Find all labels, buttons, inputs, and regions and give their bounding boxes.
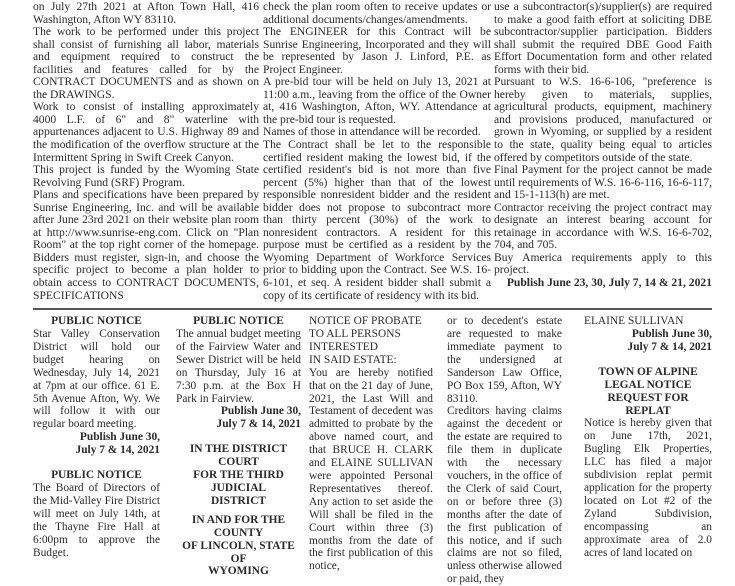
publish-dates: Publish June 23, 30, July 7, 14 & 21, 2021 xyxy=(506,276,712,290)
notice-conservation-district xyxy=(33,315,160,559)
paragraph: Work to consist of installing approximately 4000 L.F. of 6" and 8" waterline with appurtenances adjacent to U.S. Highway 89 and the modification of the overflow structure at the Intermittent Spring in Swift Creek Canyon. xyxy=(33,100,259,164)
paragraph: Buy America requirements apply to this project. xyxy=(494,250,712,277)
notice-heading: TOWN OF ALPINE xyxy=(598,365,698,378)
notice-town-of-alpine xyxy=(584,315,712,559)
notice-column-1 xyxy=(33,1,259,302)
notice-heading: LEGAL NOTICE xyxy=(604,378,692,391)
probate-heading: NOTICE OF PROBATE xyxy=(309,315,422,328)
court-heading: DISTRICT xyxy=(210,494,267,507)
paragraph: This project is funded by the Wyoming State Revolving Fund (SRF) Program. xyxy=(33,163,259,189)
notice-probate xyxy=(309,315,433,573)
paragraph: The work to be performed under this project shall consist of furnishing all labor, materials and equipment required to construct the facilities and features called for by the CONTRACT DOCUMENTS and as shown on the DRAWINGS. xyxy=(33,25,259,101)
paragraph: Names of those in attendance will be recorded. xyxy=(263,125,481,139)
divider xyxy=(33,308,712,310)
notice-heading: REQUEST FOR REPLAT xyxy=(607,391,689,417)
paragraph: on July 27th 2021 at Afton Town Hall, 416 Washington, Afton WY 83110. xyxy=(33,0,259,26)
publish-dates: Publish June 30, xyxy=(631,328,712,341)
paragraph: The Contract shall be let to the responsible certified resident making the lowest bid, if the certified resident's bid is not more than five percent (5%) higher than that of the lowest responsible nonresident bidder and the resident bidder does not propose to subcontract more than thirty percent (30%) of the work to nonresident contractors. A resident for this purpose must be certified as a resident by the Wyoming Department of Workforce Services prior to bidding upon the Contract. See W.S. 16-6-101, et seq. A resident bidder shall submit a copy of its certificate of residency with its bid. xyxy=(263,138,491,302)
publish-dates: Publish June 30, xyxy=(79,431,160,444)
publish-dates: Publish June 30, xyxy=(220,405,301,418)
paragraph: Pursuant to W.S. 16-6-106, "preference is hereby given to materials, supplies, agricultural products, equipment, machinery and provisions produced, manufactured or grown in Wyoming, or supplied by a resident to the state, quality being equal to articles offered by competitors outside of the state. xyxy=(494,75,712,164)
notice-heading: PUBLIC NOTICE xyxy=(193,315,284,328)
probate-heading: IN SAID ESTATE: xyxy=(309,353,397,366)
paragraph: Contractor receiving the project contract may designate an interest bearing account for retainage in accordance with W.S. 16-6-702, 704, and 705. xyxy=(494,200,712,252)
paragraph: Final Payment for the project cannot be made until requirements of W.S. 16-6-116, 16-6-117, and 15-1-113(h) are met. xyxy=(494,163,712,202)
bottom-section xyxy=(0,315,735,586)
publish-dates: July 7 & 14, 2021 xyxy=(627,340,712,353)
paragraph: Star Valley Conservation District will hold our budget hearing on Wednesday, July 14, 2021 at 7pm at our office. 61 E. 5th Avenue Afton, Wy. We will follow it with our regular board meeting. xyxy=(33,328,160,431)
publish-dates: July 7 & 14, 2021 xyxy=(216,418,301,431)
notice-fairview-water xyxy=(176,315,301,578)
paragraph: Plans and specifications have been prepared by Sunrise Engineering, Inc. and will be available after June 23rd 2021 on their website plan room at http://www.sunrise-eng.com. Click on "Plan Room" at the top right corner of the homepage. Bidders must register, sign-in, and choose the specific project to become a plan holder to obtain access to CONTRACT DOCUMENTS, SPECIFICATIONS xyxy=(33,188,259,302)
notice-probate-continued xyxy=(447,315,562,586)
paragraph: check the plan room often to receive updates or additional documents/changes/amendments. xyxy=(263,0,491,26)
paragraph: You are hereby notified that on the 21 day of June, 2021, the Last Will and Testament of decedent was admitted to probate by the above named court, and that BRUCE H. CLARK and ELAINE SULLIVAN were appointed Personal Representatives thereof. Any action to set aside the Will shall be filed in the Court within three (3) months from the date of the first publication of this notice, xyxy=(309,366,433,573)
probate-heading: TO ALL PERSONS INTERESTED xyxy=(309,328,401,353)
paragraph: The ENGINEER for this Contract will be Sunrise Engineering, Incorporated and they will be represented by Jason J. Linford, P.E. as Project Engineer. xyxy=(263,25,491,76)
court-heading: IN AND FOR THE COUNTY xyxy=(191,513,286,539)
court-heading: WYOMING xyxy=(208,565,269,578)
paragraph: use a subcontractor(s)/supplier(s) are required to make a good faith effort at soliciting DBE subcontractor/supplier participation. Bidders shall submit the required DBE Good Faith Effort Documentation form and other related forms with their bid. xyxy=(494,0,712,76)
paragraph: or to decedent's estate are requested to make immediate payment to the undersigned at Sanderson Law Office, PO Box 159, Afton, WY 83110. xyxy=(447,315,562,405)
paragraph: Creditors having claims against the decedent or the estate are required to file them in duplicate with the necessary vouchers, in the office of the Clerk of said Court, on or before three (3) months after the date of the first publication of this notice, and if such claims are not so filed, unless otherwise allowed or paid, they xyxy=(447,405,562,586)
court-heading: OF LINCOLN, STATE OF xyxy=(182,539,295,565)
notice-column-2 xyxy=(263,1,491,302)
notice-column-3 xyxy=(494,1,712,290)
paragraph: The annual budget meeting of the Fairview Water and Sewer District will be held on Thursday, July 16 at 7:30 p.m. at the Box H Park in Fairview. xyxy=(176,328,301,405)
court-heading: FOR THE THIRD JUDICIAL xyxy=(193,469,284,494)
paragraph: A pre-bid tour will be held on July 13, 2021 at 11:00 a.m., leaving from the office of the Owner at, 416 Washington, Afton, WY. Attendance at the pre-bid tour is requested. xyxy=(263,75,491,126)
paragraph: Notice is hereby given that on June 17th, 2021, Bugling Elk Properties, LLC has filed a major subdivision replat permit application for the property located on Lot #2 of the Zyland Subdivision, encompassing an approximate area of 2.0 acres of land located on xyxy=(584,417,712,559)
notice-heading: PUBLIC NOTICE xyxy=(51,315,142,328)
notice-heading: PUBLIC NOTICE xyxy=(51,469,142,482)
paragraph: The Board of Directors of the Mid-Valley Fire District will meet on July 14th, at the Thayne Fire Hall at 6:00pm to approve the Budget. xyxy=(33,482,160,559)
publish-dates: July 7 & 14, 2021 xyxy=(75,444,160,457)
court-heading: IN THE DISTRICT COURT xyxy=(189,443,288,469)
signature-name: ELAINE SULLIVAN xyxy=(584,315,684,328)
